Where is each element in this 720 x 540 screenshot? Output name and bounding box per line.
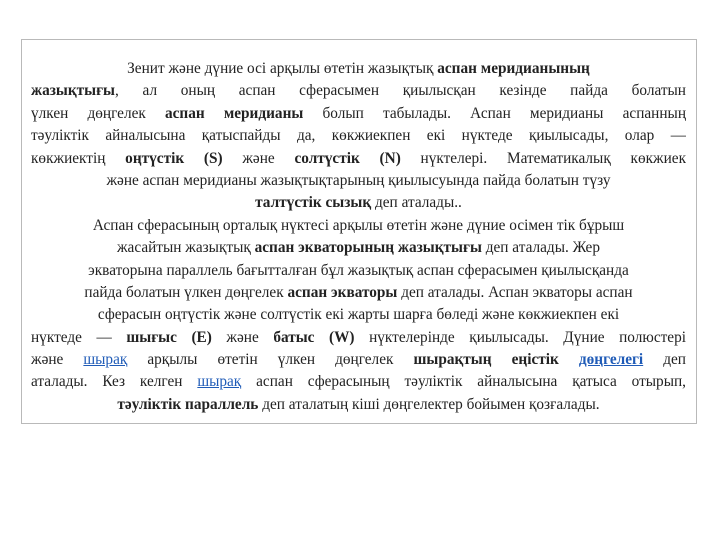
text-run-bold: аспан меридианы xyxy=(164,104,304,122)
text-run: аспан сферасының тәуліктік айналысына қатыса отырып, xyxy=(241,373,686,391)
text-run-bold: шығыс (Е) xyxy=(126,328,212,346)
hyperlink-dongelegi[interactable]: дөңгелегі xyxy=(578,351,644,369)
text-line xyxy=(31,349,686,371)
text-run: тәуліктік айналысына қатыспайды да, көкжиекпен екі нүктеде қиылысады, олар — xyxy=(31,127,686,145)
text-run: және xyxy=(31,351,84,369)
text-run: және xyxy=(222,149,295,167)
text-line xyxy=(31,260,686,282)
text-run: Зенит және дүние осі арқылы өтетін жазықтық xyxy=(127,60,438,77)
text-line xyxy=(31,103,686,125)
text-run: нүктелері. Математикалық көкжиек xyxy=(400,149,686,167)
text-run-bold: солтүстік (N) xyxy=(294,149,401,167)
text-run: Аспан сферасының орталық нүктесі арқылы өтетін және дүние осімен тік бұрыш xyxy=(92,216,625,234)
text-run: жасайтын жазықтық xyxy=(116,239,255,257)
text-line xyxy=(31,170,686,192)
text-run: сферасын оңтүстік және солтүстік екі жарты шарға бөледі және көкжиекпен екі xyxy=(97,306,620,324)
text-line xyxy=(31,148,686,170)
text-run-bold: тәуліктік параллель xyxy=(117,395,259,413)
text-line xyxy=(31,58,686,80)
document-text xyxy=(31,58,686,416)
hyperlink-shyraq[interactable]: шырақ xyxy=(83,351,128,369)
text-run: деп аталады. Аспан экваторы аспан xyxy=(397,283,633,301)
text-run: және аспан меридианы жазықтықтарының қиылысуында пайда болатын түзу xyxy=(106,171,611,189)
text-run: экваторына параллель бағытталған бұл жазықтық аспан сферасымен қиылысқанда xyxy=(88,261,629,279)
text-run: деп аталады.. xyxy=(371,194,462,212)
text-run: , ал оның аспан сферасымен қиылысқан кезінде пайда болатын xyxy=(115,82,686,100)
text-run-bold: шырақтың еңістік xyxy=(413,351,579,369)
text-line xyxy=(31,304,686,326)
text-run-bold: батыс (W) xyxy=(273,328,355,346)
text-line xyxy=(31,215,686,237)
text-run: арқылы өтетін үлкен дөңгелек xyxy=(127,351,414,369)
text-run: нүктелерінде қиылысады. Дүние полюстері xyxy=(354,328,686,346)
text-line xyxy=(31,371,686,393)
text-run: үлкен дөңгелек xyxy=(31,104,165,122)
text-line xyxy=(31,282,686,304)
text-run: пайда болатын үлкен дөңгелек xyxy=(84,283,288,301)
text-run: және xyxy=(211,328,274,346)
text-run: нүктеде — xyxy=(31,328,127,346)
text-line xyxy=(31,125,686,147)
text-run-bold: аспан меридианының xyxy=(437,60,590,77)
text-run: деп аталатың кіші дөңгелектер бойымен қозғалады. xyxy=(258,395,600,413)
text-run: деп xyxy=(643,351,686,369)
hyperlink-shyraq[interactable]: шырақ xyxy=(197,373,242,391)
text-run: деп аталады. Жер xyxy=(481,239,600,257)
text-line xyxy=(31,237,686,259)
text-run-bold: жазықтығы xyxy=(31,82,115,100)
text-line xyxy=(31,80,686,102)
text-line xyxy=(31,192,686,214)
text-run: көкжиектің xyxy=(31,149,126,167)
text-run-bold: аспан экваторының жазықтығы xyxy=(254,239,482,257)
text-run: болып табылады. Аспан меридианы аспанның xyxy=(303,104,686,122)
text-run-bold: талтүстік сызық xyxy=(255,194,372,212)
text-line xyxy=(31,327,686,349)
text-run-bold: аспан экваторы xyxy=(287,283,398,301)
text-run-bold: оңтүстік (S) xyxy=(125,149,223,167)
text-line xyxy=(31,394,686,416)
text-run: аталады. Кез келген xyxy=(31,373,198,391)
